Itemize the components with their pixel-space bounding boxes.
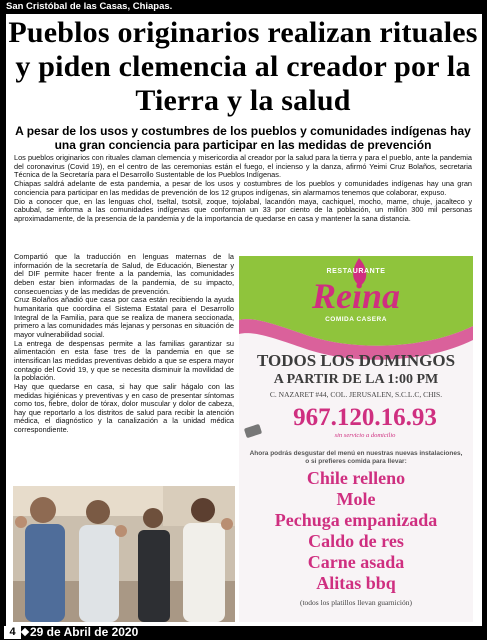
article-paragraph: Dio a conocer que, en las lenguas chol, tseltal, tsotsil, zoque, tojolabal, lacandón maya, cachiquel, mocho, mame, chuje, jacalteco y cabubal, se informa a las comunidades indígenas que conforman un 33 por ciento de la población, un millón 300 mil personas aproximadamente, de la presencia de la pandemia y de la importancia de quedarse en casa y mantener la sana distancia. (14, 196, 472, 223)
article-paragraph: Compartió que la traducción en lenguas maternas de la información de la secretaría de Salud, de Educación, Bienestar y del DIF permite hacer frente a la pandemia, las comunidades deben estar bien informadas de la pandemia, de su impacto, consecuencias y de las medidas de prevención. (14, 252, 234, 296)
ad-restaurant-label: RESTAURANTE (326, 268, 386, 275)
page-number: 4 (4, 626, 21, 639)
article-headline: Pueblos originarios realizan rituales y piden clemencia al creador por la Tierra y la salud (8, 16, 478, 117)
ad-dish: Mole (336, 489, 376, 509)
ad-note: Ahora podrás desgustar del menú en nuestras nuevas instalaciones, o si prefieres comida para llevar: (249, 450, 463, 465)
article-paragraph: La entrega de despensas permite a las familias garantizar su alimentación en esta fase tres de la pandemia en que se intensifican las medidas preventivas debido a que se espera mayor contagio del Covid 19, y que se necesita disminuir la movilidad de la población. (14, 338, 234, 383)
ad-days: TODOS LOS DOMINGOS (256, 351, 456, 370)
ad-tagline: COMIDA CASERA (325, 316, 387, 323)
ad-dish: Chile relleno (306, 468, 406, 488)
ad-dish: Carne asada (307, 552, 405, 572)
issue-date: 29 de Abril de 2020 (30, 625, 139, 639)
location-label: San Cristóbal de las Casas, Chiapas. (6, 1, 173, 12)
article-paragraph: Hay que quedarse en casa, si hay que salir hágalo con las medidas higiénicas y preventivas y en caso de presentar síntomas como tos, fiebre, dolor de tórax, dolor muscular y dolor de cabeza, hay que reportarlo a los distritos de salud para recibir la atención médica, el diagnóstico y la canalización a la unidad médica correspondiente. (14, 381, 234, 435)
ad-brand-name: Reina (311, 276, 400, 316)
article-paragraph: Cruz Bolaños añadió que casa por casa están recibiendo la ayuda humanitaria que coordina el Sistema Estatal para el Desarrollo Integral de la Familia, para que se realiza de manera seccionada, primero a las comunidades más lejanas y personas en situación de mayor vulnerabilidad social. (14, 295, 234, 339)
ad-address: C. NAZARET #44, COL. JERUSALEN, S.C.L.C, CHIS. (269, 390, 443, 399)
restaurant-advertisement (239, 256, 473, 622)
article-body-column (14, 253, 234, 435)
article-paragraph: Los pueblos originarios con rituales claman clemencia y misericordia al creador por la salud para la tierra y para el pueblo, ante la pandemia del coronavirus (Covid 19), en el centro de las ceremonias están el fuego, el incienso y la danza, afirmó Yeimi Cruz Bolaños, secretaria Técnica de la Secretaría para el Desarrollo Sustentable de los Pueblos Indígenas. (14, 153, 472, 180)
top-location-bar (0, 0, 487, 14)
article-paragraph: Chiapas saldrá adelante de esta pandemia, a pesar de los usos y costumbres de los pueblos y comunidades indígenas hay una gran conciencia para participar en las medidas de prevención de los 12 grupos indígenas, sin alarmarnos tenemos que colaborar, expuso. (14, 179, 472, 197)
ad-phone-number: 967.120.16.93 (293, 404, 437, 431)
article-body-full-width (14, 154, 472, 224)
ad-phone-note: sin servicio a domicilio (334, 432, 396, 439)
news-photo (13, 486, 235, 622)
ad-time: A PARTIR DE LA 1:00 PM (273, 372, 439, 387)
ad-dish: Alitas bbq (316, 573, 396, 593)
right-frame-border (482, 14, 487, 626)
left-frame-border (0, 14, 6, 626)
ad-dish: Caldo de res (308, 531, 404, 551)
ad-footer-note: (todos los platillos llevan guarnición) (299, 598, 413, 607)
article-subheadline: A pesar de los usos y costumbres de los pueblos y comunidades indígenas hay una gran conciencia para participar en las medidas de prevención (15, 124, 471, 152)
ad-dish: Pechuga empanizada (274, 510, 438, 530)
